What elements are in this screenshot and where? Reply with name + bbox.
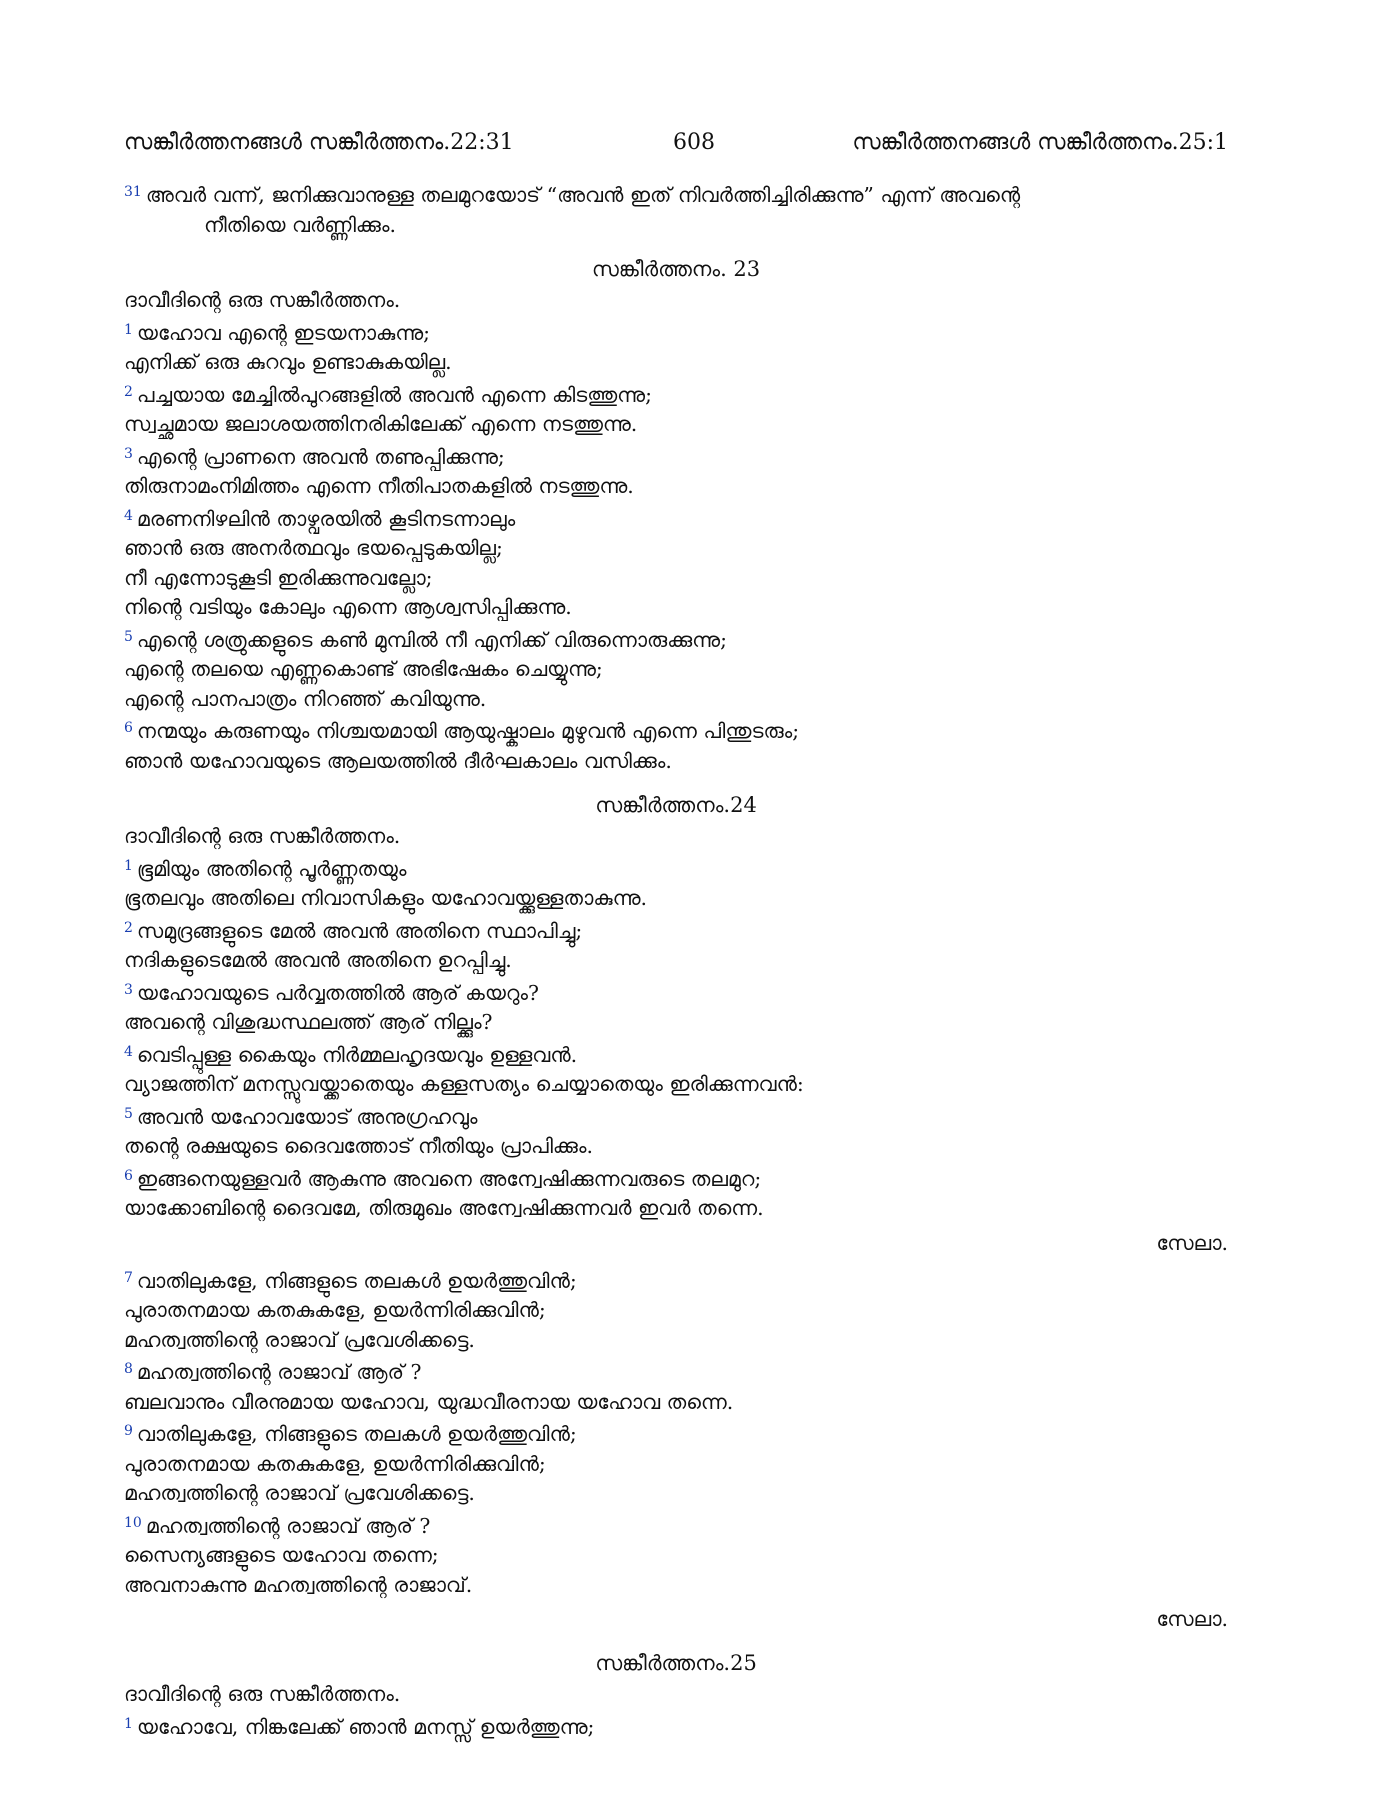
- page-body: [124, 178, 1228, 1742]
- verse-line: [124, 884, 1228, 914]
- verse-line: [124, 534, 1228, 564]
- verse-line-first: [124, 502, 1228, 535]
- verse-number: 7: [124, 1269, 133, 1286]
- verse-line: [124, 564, 1228, 594]
- verse-text: മഹത്വത്തിന്റെ രാജാവ് പ്രവേശിക്കട്ടെ.: [124, 1327, 475, 1352]
- verse-line: [124, 1388, 1228, 1418]
- verse-line: [124, 1132, 1228, 1162]
- verse-number: 10: [124, 1514, 142, 1531]
- verse-text: ഞാൻ യഹോവയുടെ ആലയത്തിൽ ദീർഘകാലം വസിക്കും.: [124, 748, 672, 773]
- verse-number: 4: [124, 507, 133, 524]
- verse-text: എനിക്ക് ഒരു കുറവും ഉണ്ടാകുകയില്ല.: [124, 350, 452, 374]
- verse-text: പുരാതനമായ കതകുകളേ, ഉയർന്നിരിക്കുവിൻ;: [124, 1451, 546, 1476]
- verse-line-first: [124, 1264, 1228, 1297]
- verse-line: [124, 1450, 1228, 1480]
- page-number: 608: [673, 130, 715, 155]
- verse-text: മഹത്വത്തിന്റെ രാജാവ് ആര് ?: [136, 1360, 422, 1384]
- verse-text: വെടിപ്പുള്ള കൈയും നിർമ്മലഹൃദയവും ഉള്ളവൻ.: [136, 1042, 578, 1067]
- verse-number: 2: [124, 919, 133, 936]
- verse-line: [124, 1571, 1228, 1601]
- verse-text: തിരുനാമംനിമിത്തം എന്നെ നീതിപാതകളിൽ നടത്തുന്നു.: [124, 474, 634, 498]
- verse-number: 1: [124, 321, 133, 338]
- verse-line-first: [124, 714, 1228, 747]
- verse-number: 8: [124, 1361, 133, 1377]
- verse-text: അവൻ യഹോവയോട് അനുഗ്രഹവും: [136, 1104, 478, 1129]
- verse-line: [124, 1479, 1228, 1509]
- verse-text: നദികളുടെമേൽ അവൻ അതിനെ ഉറപ്പിച്ചു.: [124, 948, 512, 972]
- verse-line: [124, 685, 1228, 715]
- verse-text: ഭൂതലവും അതിലെ നിവാസികളും യഹോവയ്ക്കുള്ളതാകുന്നു.: [124, 886, 648, 910]
- verse-text: വാതിലുകളേ, നിങ്ങളുടെ തലകൾ ഉയർത്തുവിൻ;: [136, 1422, 577, 1446]
- verse-line-first: [124, 1100, 1228, 1133]
- verse-line-first: [124, 914, 1228, 947]
- verse-number: 4: [124, 1043, 133, 1060]
- verse-text: യഹോവയുടെ പർവ്വതത്തിൽ ആര് കയറും?: [136, 980, 539, 1005]
- verse-line-first: [124, 623, 1228, 656]
- verse-line: [124, 1008, 1228, 1038]
- verse-text: അവന്റെ വിശുദ്ധസ്ഥലത്ത് ആര് നില്ക്കും?: [124, 1010, 493, 1034]
- verse-text: എന്റെ തലയെ എണ്ണകൊണ്ട് അഭിഷേകം ചെയ്യുന്നു;: [124, 657, 603, 681]
- verse-text: വ്യാജത്തിന് മനസ്സുവയ്ക്കാതെയും കള്ളസത്യം ചെയ്യാതെയും ഇരിക്കുന്നവൻ:: [124, 1072, 804, 1096]
- verse-number: 6: [124, 1167, 133, 1184]
- verse-text: നന്മയും കരുണയും നിശ്ചയമായി ആയുഷ്കാലം മുഴുവൻ എന്നെ പിന്തുടരും;: [136, 719, 800, 743]
- verse-text: സൈന്യങ്ങളുടെ യഹോവ തന്നെ;: [124, 1543, 439, 1567]
- verse-text: മരണനിഴലിൻ താഴ്വരയിൽ കൂടിനടന്നാലും: [136, 506, 516, 531]
- superscription: ദാവീദിന്റെ ഒരു സങ്കീർത്തനം.: [124, 1682, 401, 1706]
- verse-line-first: [124, 1710, 1228, 1743]
- verse-text: ഞാൻ ഒരു അനർത്ഥവും ഭയപ്പെടുകയില്ല;: [124, 536, 503, 560]
- verse-text: പച്ചയായ മേച്ചിൽപുറങ്ങളിൽ അവൻ എന്നെ കിടത്തുന്നു;: [136, 382, 653, 407]
- psalm-24-verses-a: [124, 852, 1228, 1224]
- running-header: [124, 126, 1228, 160]
- verse-number: 1: [124, 857, 133, 874]
- verse-number: 5: [124, 628, 133, 645]
- superscription: ദാവീദിന്റെ ഒരു സങ്കീർത്തനം.: [124, 824, 401, 848]
- verse-line-first: [124, 1509, 1228, 1542]
- verse-line: [124, 655, 1228, 685]
- verse-number: 5: [124, 1105, 133, 1122]
- verse-line: [124, 472, 1228, 502]
- psalm-24-verses-b: [124, 1264, 1228, 1601]
- verse-line-continuation: നീതിയെ വർണ്ണിക്കും.: [204, 212, 396, 237]
- verse-line-first: [124, 316, 1228, 349]
- verse-line: [124, 1326, 1228, 1356]
- verse-text: സമുദ്രങ്ങളുടെ മേൽ അവൻ അതിനെ സ്ഥാപിച്ചു;: [136, 918, 583, 943]
- verse-line-first: [124, 976, 1228, 1009]
- verse-text: ബലവാനും വീരനുമായ യഹോവ, യുദ്ധവീരനായ യഹോവ തന്നെ.: [124, 1389, 734, 1414]
- verse-text: തന്റെ രക്ഷയുടെ ദൈവത്തോട് നീതിയും പ്രാപിക്കും.: [124, 1134, 593, 1158]
- verse-number: 2: [124, 383, 133, 400]
- verse-text: സ്വച്ഛമായ ജലാശയത്തിനരികിലേക്ക് എന്നെ നടത്തുന്നു.: [124, 412, 638, 436]
- verse-text: മഹത്വത്തിന്റെ രാജാവ് ആര് ?: [145, 1513, 431, 1538]
- verse-line: [124, 1070, 1228, 1100]
- psalm-25-verses: [124, 1710, 1228, 1743]
- psalm-heading: സങ്കീർത്തനം. 23: [591, 257, 761, 281]
- verse-number: 1: [124, 1715, 133, 1732]
- verse-text: യഹോവേ, നിങ്കലേക്ക് ഞാൻ മനസ്സ് ഉയർത്തുന്നു;: [136, 1714, 595, 1739]
- verse-number: 6: [124, 720, 133, 736]
- verse-number: 3: [124, 981, 133, 998]
- verse-number: 31: [124, 184, 142, 200]
- verse-text: ഭൂമിയും അതിന്റെ പൂർണ്ണതയും: [136, 856, 407, 881]
- verse-number: 3: [124, 445, 133, 462]
- verse-line: [124, 348, 1228, 378]
- psalm-heading: സങ്കീർത്തനം.24: [595, 793, 757, 817]
- verse-line-first: [124, 378, 1228, 411]
- psalm-heading: സങ്കീർത്തനം.25: [595, 1651, 757, 1675]
- verse-text: യാക്കോബിന്റെ ദൈവമേ, തിരുമുഖം അന്വേഷിക്കുന്നവർ ഇവർ തന്നെ.: [124, 1196, 764, 1220]
- verse-line-first: [124, 1355, 1228, 1388]
- verse-text: എന്റെ പാനപാത്രം നിറഞ്ഞ് കവിയുന്നു.: [124, 686, 487, 711]
- header-left: സങ്കീർത്തനങ്ങൾ സങ്കീർത്തനം.22:31: [124, 130, 514, 155]
- verse-line: [124, 410, 1228, 440]
- verse-line-first: [124, 1038, 1228, 1071]
- verse-line-first: [124, 1162, 1228, 1195]
- superscription: ദാവീദിന്റെ ഒരു സങ്കീർത്തനം.: [124, 288, 401, 312]
- verse-text: നിന്റെ വടിയും കോലും എന്നെ ആശ്വസിപ്പിക്കുന്നു.: [124, 595, 572, 619]
- verse-line-first: [124, 1417, 1228, 1450]
- verse-number: 9: [124, 1423, 133, 1439]
- verse-line-first: [124, 852, 1228, 885]
- verse-text: മഹത്വത്തിന്റെ രാജാവ് പ്രവേശിക്കട്ടെ.: [124, 1481, 475, 1505]
- header-right: സങ്കീർത്തനങ്ങൾ സങ്കീർത്തനം.25:1: [852, 130, 1228, 155]
- verse-line: [124, 1541, 1228, 1571]
- verse-text: വാതിലുകളേ, നിങ്ങളുടെ തലകൾ ഉയർത്തുവിൻ;: [136, 1268, 577, 1293]
- psalm-23-verses: [124, 316, 1228, 777]
- verse-text: യഹോവ എന്റെ ഇടയനാകുന്നു;: [136, 320, 431, 345]
- verse-line: അവർ വന്ന്, ജനിക്കുവാനുള്ള തലമുറയോട് “അവൻ ഇത് നിവർത്തിച്ചിരിക്കുന്നു” എന്ന് അവന്റെ: [145, 183, 1021, 207]
- verse-line-first: [124, 440, 1228, 473]
- verse-text: ഇങ്ങനെയുള്ളവർ ആകുന്നു അവനെ അന്വേഷിക്കുന്നവരുടെ തലമുറ;: [136, 1166, 762, 1191]
- verse-text: പുരാതനമായ കതകുകളേ, ഉയർന്നിരിക്കുവിൻ;: [124, 1298, 546, 1322]
- sela-marker: സേലാ.: [1156, 1230, 1228, 1255]
- verse-line: [124, 747, 1228, 777]
- verse-line: [124, 946, 1228, 976]
- verse-text: നീ എന്നോടുകൂടി ഇരിക്കുന്നുവല്ലോ;: [124, 565, 433, 590]
- verse-line: [124, 1296, 1228, 1326]
- verse-text: എന്റെ ശത്രുക്കളുടെ കൺ മുമ്പിൽ നീ എനിക്ക് വിരുന്നൊരുക്കുന്നു;: [136, 627, 727, 652]
- verse-line: [124, 593, 1228, 623]
- verse-text: അവനാകുന്നു മഹത്വത്തിന്റെ രാജാവ്.: [124, 1572, 473, 1597]
- verse-text: എന്റെ പ്രാണനെ അവൻ തണുപ്പിക്കുന്നു;: [136, 444, 505, 469]
- verse-22-31: [124, 178, 1228, 211]
- verse-line: [124, 1194, 1228, 1224]
- sela-marker: സേലാ.: [1156, 1607, 1228, 1631]
